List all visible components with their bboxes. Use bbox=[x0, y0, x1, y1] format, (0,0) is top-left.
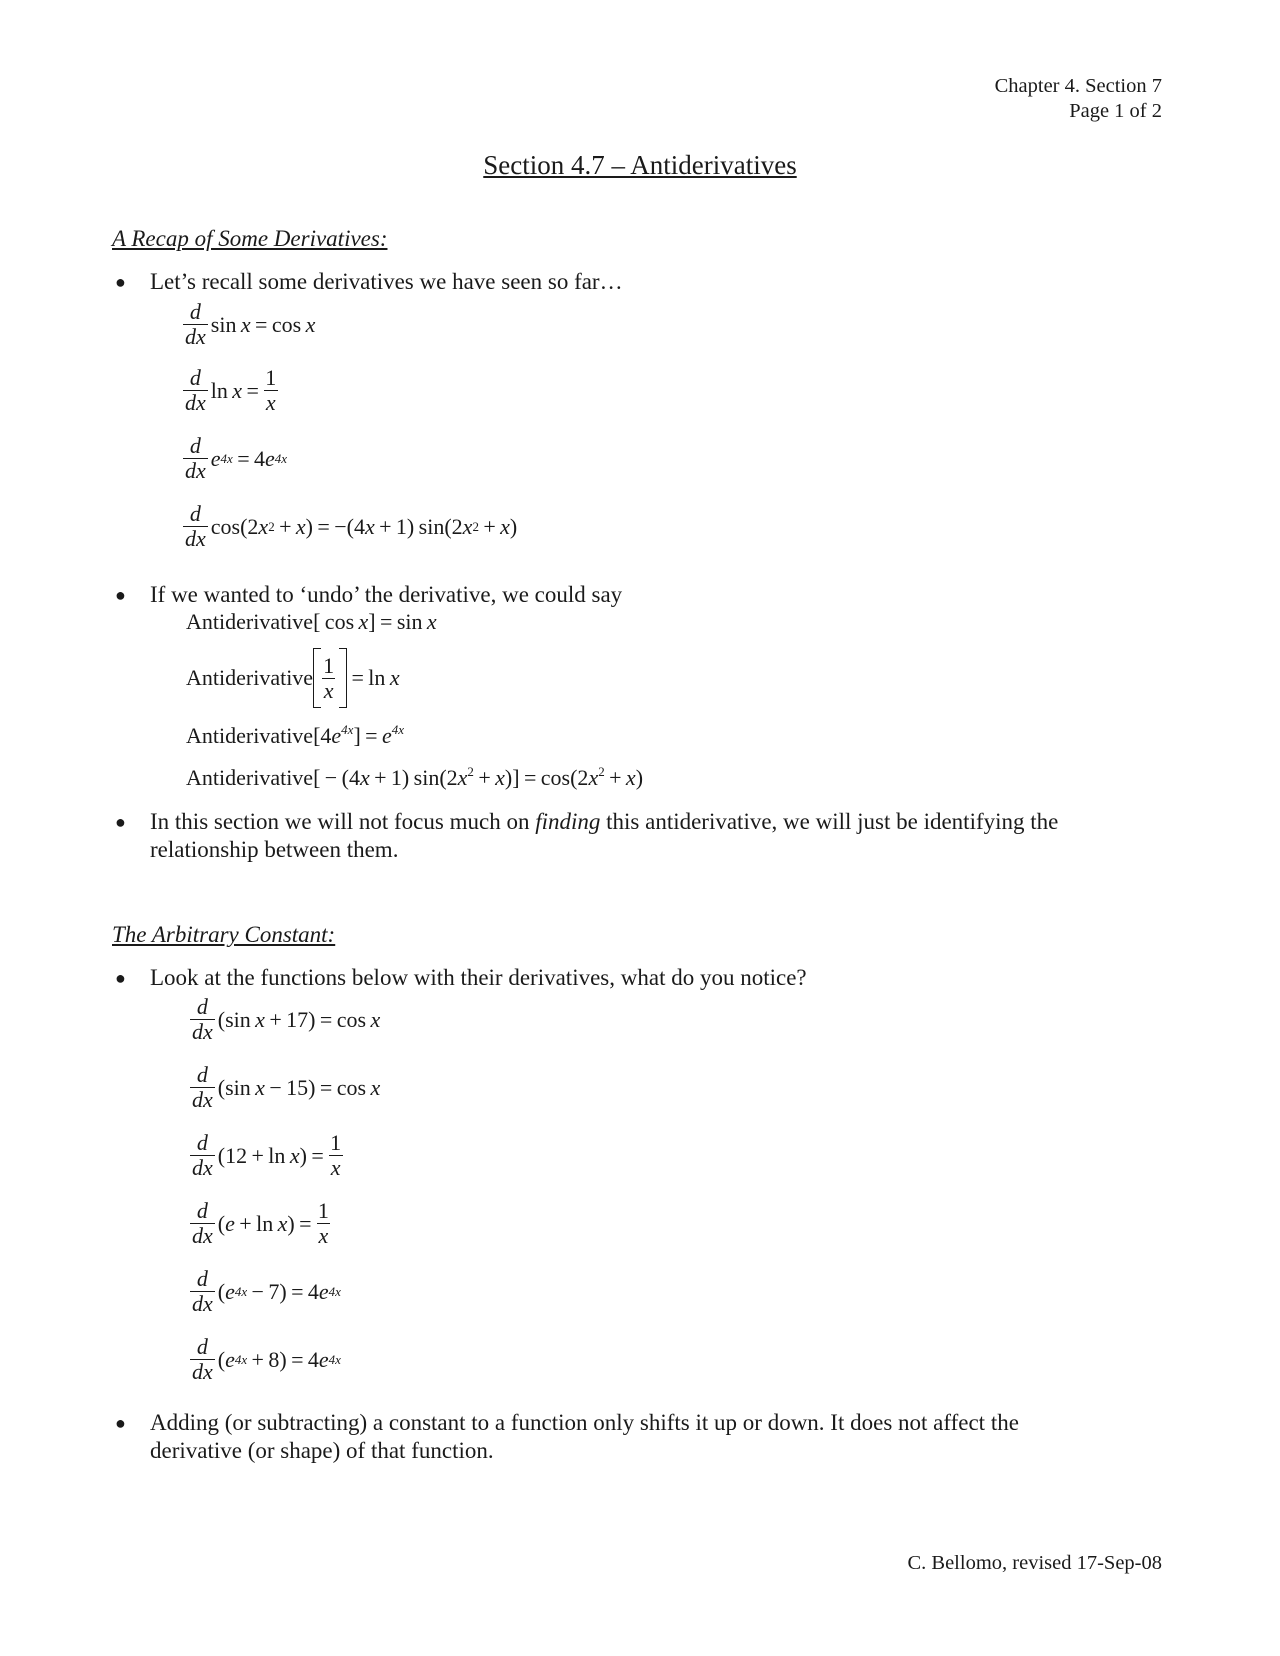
bullet-text: Let’s recall some derivatives we have seen so far… bbox=[150, 269, 623, 294]
equation: $\frac{d}{dx}$ ( e 4x + 8) = 4 e 4x bbox=[192, 1334, 341, 1384]
bullet-text: If we wanted to ‘undo’ the derivative, we could say bbox=[150, 582, 623, 607]
equation: $\frac{d}{dx}$ (sin x + 17) = cos x bbox=[192, 994, 381, 1044]
section-heading-recap: A Recap of Some Derivatives: bbox=[112, 226, 388, 251]
bullet-icon: ● bbox=[115, 812, 126, 832]
bullet-text: Adding (or subtracting) a constant to a function only shifts it up or down. It does not affect the derivative (or shape) of that function. bbox=[150, 1410, 1019, 1463]
chapter-label: Chapter 4. Section 7 bbox=[994, 75, 1162, 97]
bullet-icon: ● bbox=[115, 968, 126, 988]
equation: $\frac{d}{dx}$ (sin x − 15) = cos x bbox=[192, 1062, 381, 1112]
equation: $Antiderivative[4e^{4x}] = e^{4x}$ bbox=[186, 722, 405, 748]
page-number: Page 1 of 2 bbox=[1069, 100, 1162, 122]
equation: $\frac{d}{dx}$ sin x = cos x bbox=[185, 299, 316, 349]
bullet-icon: ● bbox=[115, 585, 126, 605]
equation: Antiderivative[ cos x] = sin x bbox=[186, 609, 437, 634]
equation: Antiderivative $\frac{1}{x}$ = ln x bbox=[186, 648, 400, 708]
bullet-icon: ● bbox=[115, 1413, 126, 1433]
bullet-icon: ● bbox=[115, 272, 126, 292]
emphasis: finding bbox=[535, 809, 601, 834]
bullet-text: Look at the functions below with their derivatives, what do you notice? bbox=[150, 965, 807, 990]
equation: $\frac{d}{dx}$ ln x = $\frac{1}{x}$ bbox=[185, 365, 277, 415]
section-heading-constant: The Arbitrary Constant: bbox=[112, 922, 336, 947]
equation: $\frac{d}{dx}$ ( e 4x − 7) = 4 e 4x bbox=[192, 1266, 341, 1316]
equation: $\frac{d}{dx}$ e 4x = 4 e 4x bbox=[185, 433, 288, 483]
equation: $\frac{d}{dx}$ (12 + ln x ) = $\frac{1}{x}$ bbox=[192, 1130, 342, 1180]
bullet-text: In this section we will not focus much on finding this antiderivative, we will just be identifying the relationship between them. bbox=[150, 809, 1059, 862]
page-header bbox=[995, 74, 1162, 124]
page-footer: C. Bellomo, revised 17-Sep-08 bbox=[907, 1552, 1162, 1574]
page-title: Section 4.7 – Antiderivatives bbox=[483, 150, 797, 180]
equation: $\frac{d}{dx}$ ( e + ln x ) = $\frac{1}{x}$ bbox=[192, 1198, 329, 1248]
equation: Antiderivative[ − (4x + 1) $\sin(2x^2 + x)] = \cos(2x^2 + x)$ bbox=[186, 764, 644, 790]
equation: $\frac{d}{dx}$ cos(2 x 2 + x ) = −(4 x + 1) sin(2 x 2 + x ) bbox=[185, 501, 518, 551]
